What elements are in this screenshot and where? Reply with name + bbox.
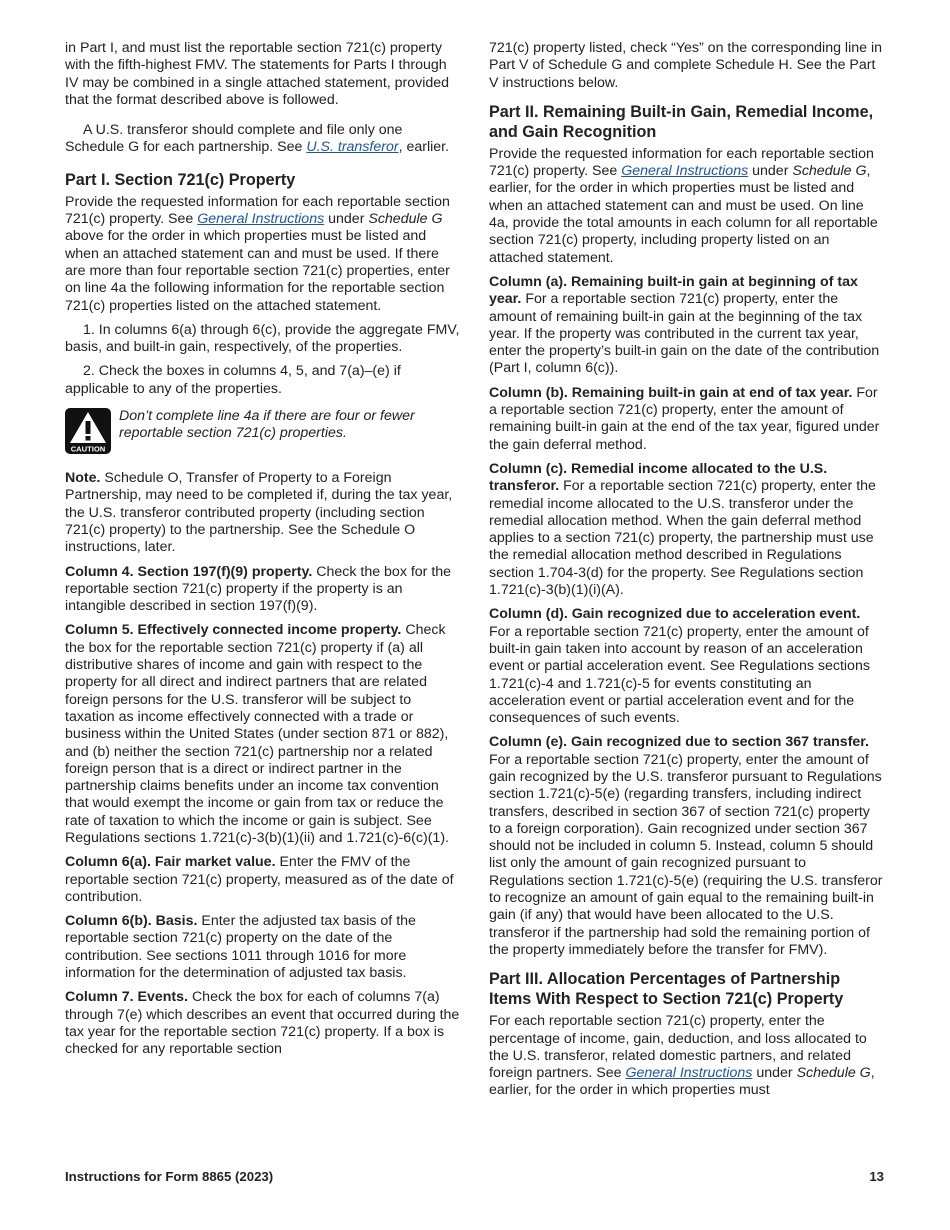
text: Enter the adjusted tax basis of the reportable section 721(c) property on the date of the contribution. See sections 1011 through 1016 for more information for the determination of adjusted tax basis. [65,913,416,982]
paragraph-us-transferor [65,122,463,157]
caution-block [65,408,463,454]
left-column [65,40,463,1066]
footer-title: Instructions for Form 8865 (2023) [65,1169,274,1184]
note-label: Note. [65,470,101,487]
text: , earlier, for the order in which properties must [489,1065,875,1099]
column-b-paragraph [489,385,884,454]
column-4-paragraph [65,564,463,616]
text: For each reportable section 721(c) property, enter the percentage of income, gain, deduction, and loss allocated to the U.S. transferor, related domestic partners, and related foreign partners. See [489,1013,867,1082]
text: Enter the FMV of the reportable section 721(c) property, measured as of the date of contribution. [65,854,454,905]
column-7-paragraph [65,989,463,1058]
part1-intro [65,194,463,315]
column-5-paragraph [65,622,463,847]
column-b-label: Column (b). Remaining built-in gain at end of tax year. [489,384,853,401]
text: , earlier, for the order in which properties must be listed and when an attached statement can and must be used. On line 4a, provide the total amounts in each column for all reportable section 721(c) property, including property listed on an attached statement. [489,163,878,266]
column-c-label: Column (c). Remedial income allocated to the U.S. transferor. [489,460,828,495]
text: A U.S. transferor should complete and file only one Schedule G for each partnership. See [65,122,403,156]
column-d-paragraph [489,606,884,727]
column-6b-paragraph [65,913,463,982]
text: Check the box for the reportable section 721(c) property if (a) all distributive shares of income and gain with respect to the property for all direct and indirect partners that are related foreign persons for the U.S. transferor will be subject to taxation as income effectively connected with a trade or business within the United States (under section 871 or 882), and (b) neither the section 721(c) partnership nor a related foreign person that is a direct or indirect partner in the partnership claims benefits under an income tax convention that would exempt the income or gain from tax or reduce the rate of taxation to which the income or gain is subject. See Regulations sections 1.721(c)-3(b)(1)(ii) and 1.721(c)-6(c)(1). [65,622,449,846]
page-footer [65,1169,884,1184]
general-instructions-link[interactable]: General Instructions [197,211,325,228]
text: Schedule O, Transfer of Property to a Foreign Partnership, may need to be completed if, during the tax year, the U.S. transferor contributed property (including section 721(c) property) to the partnership. See the Schedule O instructions, later. [65,470,453,556]
text: , earlier. [398,139,450,156]
text: under [748,163,793,180]
general-instructions-link[interactable]: General Instructions [621,163,749,180]
column-e-paragraph [489,734,884,959]
text: under [324,211,369,228]
text: For a reportable section 721(c) property, enter the remedial income allocated to the U.S. transferor under the remedial allocation method. When the gain deferral method applies to a section 721(c) property, the partnership must use the remedial allocation method described in Regulations section 1.704-3(d) for the property. See Regulations section 1.721(c)-3(b)(1)(i)(A). [489,478,876,599]
schedule-g-italic: Schedule G [796,1065,871,1082]
column-a-paragraph [489,274,884,378]
list-item-2: 2. Check the boxes in columns 4, 5, and 7(a)–(e) if applicable to any of the properties. [65,363,401,397]
text: above for the order in which properties must be listed and when an attached statement can and must be used. If there are more than four reportable section 721(c) properties, enter on line 4a the following information for the reportable section 721(c) properties listed on the attached statement. [65,228,450,314]
column-6b-label: Column 6(b). Basis. [65,913,198,930]
caution-label: CAUTION [70,444,106,454]
schedule-g-italic: Schedule G [368,211,443,228]
text: For a reportable section 721(c) property, enter the amount of remaining built-in gain at the end of the tax year, figured under the gain deferral method. [489,384,880,453]
column-5-label: Column 5. Effectively connected income property. [65,622,402,639]
text: For a reportable section 721(c) property, enter the amount of built-in gain taken into account by reason of an acceleration event or partial acceleration event. See Regulations sections 1.721(c)-4 and 1.721(c)-5 for events constituting an acceleration event or partial acceleration event and for the consequences of such events. [489,623,870,727]
right-column [489,40,884,1107]
column-d-label: Column (d). Gain recognized due to acceleration event. [489,606,861,623]
part1-heading: Part I. Section 721(c) Property [65,170,296,189]
part2-intro [489,146,884,267]
column-a-label: Column (a). Remaining built-in gain at beginning of tax year. [489,273,858,308]
column-6a-paragraph [65,854,463,906]
text: Check the box for the reportable section 721(c) property if the property is an intangible described in section 197(f)(9). [65,563,452,615]
paragraph: in Part I, and must list the reportable section 721(c) property with the fifth-highest FMV. The statements for Parts I through IV may be combined in a single attached statement, provided that the format described above is followed. [65,40,450,108]
us-transferor-link[interactable]: U.S. transferor [306,139,399,156]
part2-heading: Part II. Remaining Built-in Gain, Remedial Income, and Gain Recognition [489,102,874,141]
text: For a reportable section 721(c) property, enter the amount of gain recognized by the U.S. transferor pursuant to Regulations section 1.721(c)-5(e) (regarding transfers, including indirect transfers, described in section 367 of section 721(c) property to a foreign corporation). Gain recognized under section 367 should not be included in column 5. Instead, column 5 should list only the amount of gain recognized pursuant to Regulations section 1.721(c)-5(e) (requiring the U.S. transferor to recognize an amount of gain equal to the remaining built-in gain (if any) that would have been allocated to the U.S. transferor if the partnership had sold the remaining portion of the property immediately before the transfer for FMV). [489,751,883,958]
part3-intro [489,1013,884,1099]
text: Check the box for each of columns 7(a) through 7(e) which describes an event that occurred during the tax year for the reportable section 721(c) property. If a box is checked for any reportable section [65,989,460,1058]
text: Provide the requested information for each reportable section 721(c) property. See [65,193,450,228]
text: Provide the requested information for each reportable section 721(c) property. See [489,145,874,180]
column-6a-label: Column 6(a). Fair market value. [65,854,276,871]
column-e-label: Column (e). Gain recognized due to section 367 transfer. [489,734,869,751]
text: under [752,1065,797,1082]
column-c-paragraph [489,461,884,599]
page-number: 13 [869,1169,884,1184]
schedule-g-italic: Schedule G [792,163,867,180]
caution-icon [65,408,111,454]
column-4-label: Column 4. Section 197(f)(9) property. [65,563,313,580]
list-item-1: 1. In columns 6(a) through 6(c), provide the aggregate FMV, basis, and built-in gain, respectively, of the properties. [65,321,460,356]
caution-text: Don’t complete line 4a if there are four or fewer reportable section 721(c) properties. [119,408,415,442]
part3-heading: Part III. Allocation Percentages of Partnership Items With Respect to Section 721(c) Property [489,970,844,1009]
text: For a reportable section 721(c) property, enter the amount of remaining built-in gain at the beginning of the tax year. If the property was contributed in the current tax year, enter the property’s built-in gain on the date of the contribution (Part I, column 6(c)). [489,291,880,377]
note-paragraph [65,470,463,556]
column-7-label: Column 7. Events. [65,989,188,1006]
paragraph: 721(c) property listed, check “Yes” on the corresponding line in Part V of Schedule G and complete Schedule H. See the Part V instructions below. [489,40,882,91]
general-instructions-link[interactable]: General Instructions [625,1065,753,1082]
